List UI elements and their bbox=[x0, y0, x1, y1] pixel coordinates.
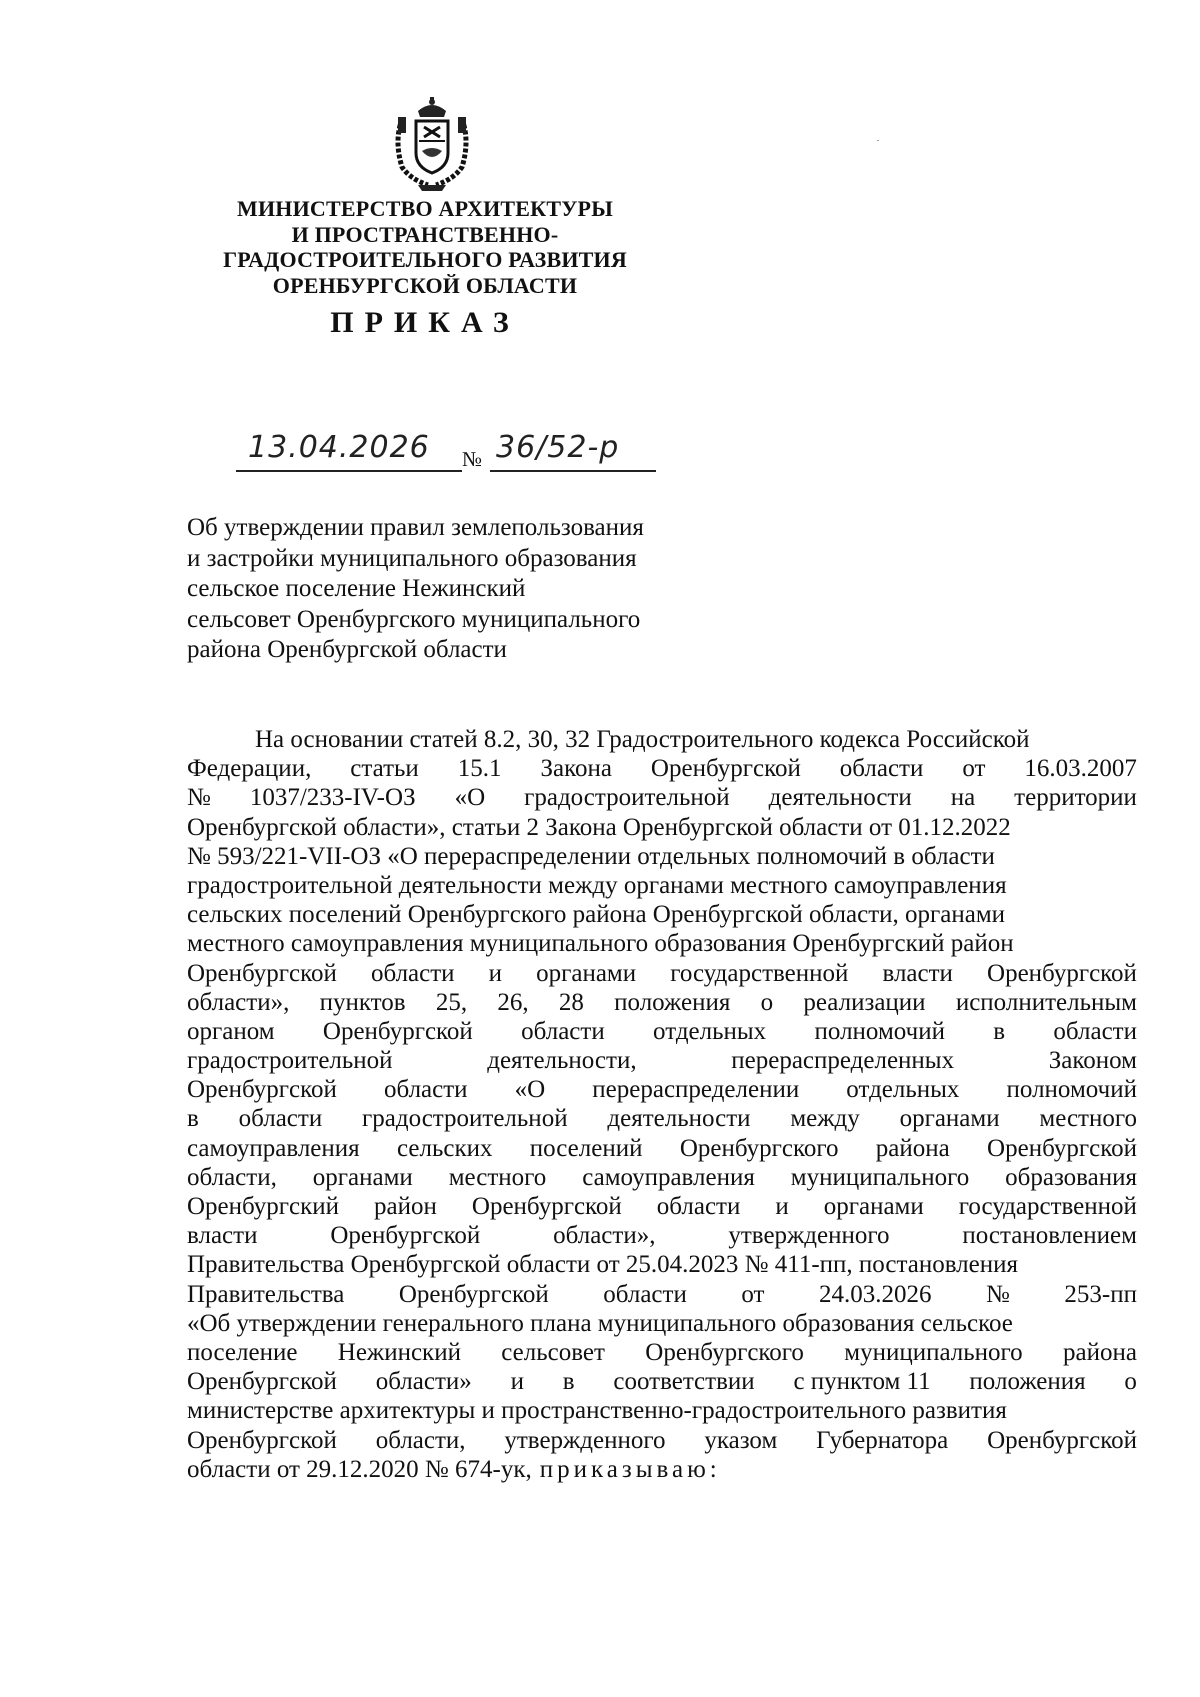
body-word: район bbox=[374, 1193, 437, 1220]
body-word: власти bbox=[187, 1222, 258, 1250]
ministry-line-2: И ПРОСТРАНСТВЕННО- bbox=[291, 221, 559, 247]
body-word: утвержденного bbox=[504, 1426, 666, 1454]
body-word: территории bbox=[1014, 784, 1137, 812]
body-word: в bbox=[562, 1368, 575, 1396]
body-word: «О bbox=[454, 784, 486, 812]
ministry-line-3: ГРАДОСТРОИТЕЛЬНОГО РАЗВИТИЯ bbox=[223, 247, 627, 272]
body-word: между bbox=[790, 1105, 860, 1133]
coat-of-arms-icon bbox=[388, 97, 476, 192]
body-word: перераспределении bbox=[592, 1076, 800, 1104]
body-word: области» bbox=[375, 1368, 472, 1396]
body-last-text: области от 29.12.2020 № 674-ук, bbox=[187, 1455, 532, 1483]
body-word: «Об утверждении генерального плана муниципального образования сельское bbox=[187, 1309, 1013, 1337]
body-word: и bbox=[510, 1368, 524, 1396]
body-line bbox=[187, 959, 1137, 988]
body-word: о bbox=[760, 988, 774, 1016]
body-word: Нежинский bbox=[337, 1338, 461, 1366]
body-word: утвержденного bbox=[728, 1222, 890, 1250]
body-word: № bbox=[986, 1280, 1010, 1308]
body-word: муниципального bbox=[790, 1163, 970, 1191]
body-word: 253-пп bbox=[1064, 1280, 1137, 1308]
body-word: области bbox=[1053, 1017, 1137, 1045]
body-word: Оренбургской bbox=[187, 1368, 337, 1396]
body-word: области», bbox=[187, 988, 290, 1016]
body-line bbox=[187, 1075, 1137, 1104]
body-line bbox=[187, 1309, 1137, 1338]
body-word: области bbox=[839, 755, 924, 783]
body-word: 15.1 bbox=[457, 755, 502, 783]
body-word: отдельных bbox=[846, 1076, 960, 1104]
body-word: района bbox=[875, 1134, 950, 1162]
body-word: Оренбургской bbox=[398, 1280, 549, 1308]
body-word: Оренбургского bbox=[645, 1338, 804, 1366]
body-word: 25, bbox=[435, 988, 468, 1016]
body-line bbox=[187, 1221, 1137, 1250]
body-word: местного самоуправления муниципального образования Оренбургский район bbox=[187, 930, 1014, 958]
body-line bbox=[187, 783, 1137, 812]
body-word: Оренбургский bbox=[187, 1193, 340, 1220]
body-word: исполнительным bbox=[955, 988, 1137, 1016]
title-line-3: сельское поселение Нежинский bbox=[187, 575, 526, 602]
order-title bbox=[187, 513, 727, 666]
body-word: области, bbox=[375, 1426, 466, 1454]
body-word: о bbox=[1124, 1368, 1137, 1396]
body-word: области bbox=[521, 1017, 605, 1045]
body-word: района bbox=[1063, 1338, 1137, 1366]
body-line bbox=[187, 754, 1137, 783]
body-word: полномочий bbox=[1006, 1076, 1137, 1104]
body-word: области bbox=[603, 1280, 687, 1308]
body-line bbox=[187, 813, 1137, 842]
body-word: министерстве архитектуры и пространственно-градостроительного развития bbox=[187, 1397, 1007, 1425]
title-line-1: Об утверждении правил землепользования bbox=[187, 514, 644, 541]
body-line bbox=[187, 725, 1137, 754]
body-word: области bbox=[383, 1076, 468, 1104]
body-word: Закона bbox=[540, 755, 612, 783]
body-word: органом bbox=[187, 1017, 275, 1045]
body-line bbox=[187, 1017, 1137, 1046]
body-line bbox=[187, 1104, 1137, 1133]
title-line-4: сельсовет Оренбургского муниципального bbox=[187, 605, 641, 633]
body-word: с пунктом 11 bbox=[793, 1368, 931, 1396]
body-line bbox=[187, 871, 1137, 900]
body-word: положения bbox=[969, 1368, 1086, 1396]
body-word: области», bbox=[553, 1222, 656, 1250]
body-word: Оренбургской bbox=[187, 1076, 337, 1104]
body-word: Оренбургской bbox=[187, 1426, 337, 1454]
body-word: Оренбургской bbox=[471, 1193, 622, 1220]
body-word: самоуправления bbox=[582, 1163, 755, 1191]
body-word: Оренбургского bbox=[679, 1134, 839, 1162]
body-word: образования bbox=[1005, 1163, 1137, 1191]
order-preamble bbox=[187, 725, 1137, 1484]
body-word: положения bbox=[614, 988, 731, 1016]
body-line bbox=[187, 1367, 1137, 1396]
body-word: области bbox=[238, 1105, 323, 1133]
body-word: поселений bbox=[529, 1134, 643, 1162]
body-word: № 593/221-VII-ОЗ «О перераспределении отдельных полномочий в области bbox=[187, 842, 995, 870]
body-line bbox=[187, 1280, 1137, 1309]
body-line bbox=[187, 929, 1137, 958]
body-word: в bbox=[993, 1017, 1006, 1045]
body-word: деятельности bbox=[607, 1105, 751, 1133]
body-word: реализации bbox=[803, 988, 926, 1016]
number-underline bbox=[490, 470, 656, 472]
body-word: 1037/233-IV-ОЗ bbox=[249, 784, 416, 812]
body-word: отдельных bbox=[653, 1017, 767, 1045]
title-line-2: и застройки муниципального образования bbox=[187, 544, 637, 572]
ministry-line-1: МИНИСТЕРСТВО АРХИТЕКТУРЫ bbox=[236, 196, 613, 221]
body-word: 28 bbox=[558, 988, 584, 1016]
body-word: власти bbox=[882, 959, 953, 987]
body-word: сельских поселений Оренбургского района Оренбургской области, органами bbox=[187, 901, 1006, 929]
body-word: градостроительной деятельности между органами местного самоуправления bbox=[187, 871, 1007, 899]
body-line bbox=[187, 1192, 1137, 1221]
body-word: перераспределенных bbox=[731, 1047, 955, 1075]
body-word: Губернатора bbox=[816, 1426, 949, 1454]
order-date-handwritten: 13.04.2026 bbox=[248, 430, 430, 465]
body-word: государственной bbox=[958, 1193, 1137, 1220]
body-word: и bbox=[775, 1193, 789, 1220]
body-word: Правительства bbox=[187, 1280, 345, 1308]
body-line bbox=[187, 1426, 1137, 1455]
body-word: № bbox=[187, 784, 211, 812]
body-word: в bbox=[187, 1105, 199, 1133]
body-word: Оренбургской bbox=[322, 1017, 473, 1045]
body-word: «О bbox=[514, 1076, 546, 1104]
body-word: органами bbox=[899, 1105, 1000, 1133]
body-word: органами bbox=[536, 959, 637, 987]
body-word: области, bbox=[187, 1163, 277, 1191]
order-number-sign: № bbox=[462, 447, 483, 471]
body-word: муниципального bbox=[844, 1338, 1023, 1366]
body-word: соответствии bbox=[613, 1368, 755, 1396]
body-word: Оренбургской bbox=[987, 1426, 1137, 1454]
body-word: 26, bbox=[497, 988, 529, 1016]
body-line bbox=[187, 1250, 1137, 1279]
body-word: государственной bbox=[670, 959, 849, 987]
body-word: сельсовет bbox=[501, 1338, 605, 1366]
body-word: 16.03.2007 bbox=[1024, 755, 1137, 783]
body-word: градостроительной bbox=[187, 1047, 393, 1075]
body-word: самоуправления bbox=[187, 1134, 360, 1162]
body-word: сельских bbox=[396, 1134, 493, 1162]
body-line bbox=[187, 842, 1137, 871]
body-word: Оренбургской bbox=[987, 959, 1137, 987]
body-line-last bbox=[187, 1455, 1137, 1484]
body-line bbox=[187, 988, 1137, 1017]
body-word: градостроительной bbox=[524, 784, 730, 812]
body-word: 24.03.2026 bbox=[818, 1280, 932, 1308]
body-word: Оренбургской bbox=[650, 755, 801, 783]
document-type-heading: ПРИКАЗ bbox=[330, 306, 520, 339]
body-word: деятельности, bbox=[487, 1047, 637, 1075]
ministry-name bbox=[180, 196, 670, 298]
body-line bbox=[187, 1046, 1137, 1075]
body-word: градостроительной bbox=[362, 1105, 568, 1133]
body-word: Правительства Оренбургской области от 25.04.2023 № 411-пп, постановления bbox=[187, 1251, 1019, 1279]
body-word: статьи bbox=[350, 755, 419, 783]
date-underline bbox=[236, 470, 462, 472]
body-word: области bbox=[656, 1193, 741, 1220]
body-line bbox=[187, 1396, 1137, 1425]
body-word: На основании статей 8.2, 30, 32 Градостроительного кодекса Российской bbox=[255, 726, 1030, 753]
body-operative-word: приказываю: bbox=[539, 1455, 721, 1483]
order-number-handwritten: 36/52-р bbox=[496, 430, 620, 465]
body-word: поселение bbox=[187, 1338, 298, 1366]
body-word: Федерации, bbox=[187, 755, 312, 783]
body-word: Законом bbox=[1048, 1047, 1137, 1075]
body-line bbox=[187, 1163, 1137, 1192]
body-word: указом bbox=[704, 1426, 778, 1454]
body-word: местного bbox=[448, 1163, 547, 1191]
body-word: от bbox=[962, 755, 986, 783]
body-word: и bbox=[488, 959, 503, 987]
body-word: органами bbox=[823, 1193, 924, 1220]
body-word: Оренбургской bbox=[330, 1222, 481, 1250]
body-word: от bbox=[741, 1280, 765, 1308]
body-word: области bbox=[370, 959, 455, 987]
body-word: постановлением bbox=[962, 1222, 1137, 1250]
body-line bbox=[187, 1134, 1137, 1163]
body-line bbox=[187, 900, 1137, 929]
body-word: пунктов bbox=[319, 988, 406, 1016]
body-word: деятельности bbox=[768, 784, 912, 812]
ministry-line-4: ОРЕНБУРГСКОЙ ОБЛАСТИ bbox=[272, 272, 578, 298]
title-line-5: района Оренбургской области bbox=[187, 636, 507, 663]
body-word: Оренбургской области», статьи 2 Закона Оренбургской области от 01.12.2022 bbox=[187, 813, 1011, 841]
body-word: Оренбургской bbox=[187, 959, 337, 987]
scan-speck bbox=[877, 140, 879, 141]
body-word: органами bbox=[312, 1163, 413, 1191]
body-word: местного bbox=[1039, 1105, 1137, 1133]
body-word: полномочий bbox=[814, 1017, 945, 1045]
body-word: Оренбургской bbox=[987, 1134, 1137, 1162]
body-word: на bbox=[950, 784, 976, 812]
body-line bbox=[187, 1338, 1137, 1367]
